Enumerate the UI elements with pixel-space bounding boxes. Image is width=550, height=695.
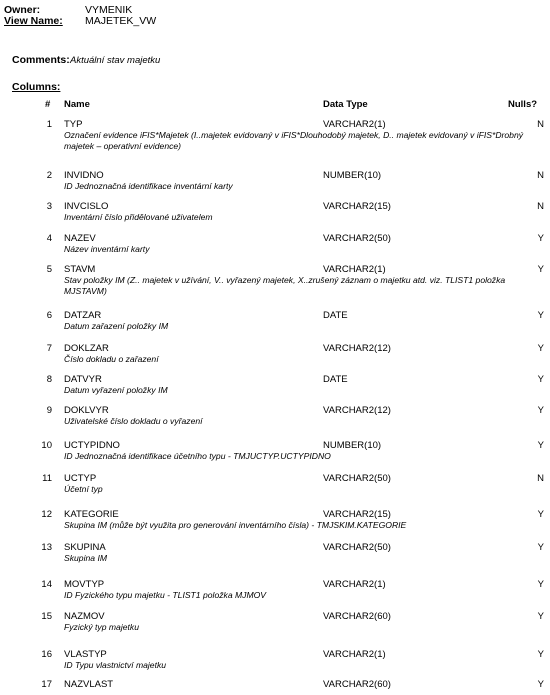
row-type: DATE (323, 374, 348, 385)
row-type: VARCHAR2(1) (323, 264, 386, 275)
row-description: Účetní typ (64, 484, 103, 494)
row-name: NAZVLAST (64, 679, 114, 690)
row-num: 4 (46, 233, 52, 244)
row-num: 16 (41, 649, 52, 660)
row-type: VARCHAR2(12) (323, 343, 391, 354)
row-nulls: Y (537, 374, 544, 385)
row-num: 13 (41, 542, 52, 553)
view-name-value: MAJETEK_VW (85, 15, 157, 27)
row-name: INVIDNO (64, 170, 104, 181)
row-type: VARCHAR2(1) (323, 649, 386, 660)
row-name: KATEGORIE (64, 509, 119, 520)
row-num: 8 (46, 374, 52, 385)
row-nulls: N (537, 201, 544, 212)
row-nulls: Y (537, 233, 544, 244)
row-type: VARCHAR2(50) (323, 473, 391, 484)
row-num: 14 (41, 579, 52, 590)
row-num: 17 (41, 679, 52, 690)
row-name: UCTYP (64, 473, 97, 484)
row-name: STAVM (64, 264, 96, 275)
row-description: ID Fyzického typu majetku - TLIST1 položka MJMOV (64, 590, 267, 600)
row-nulls: N (537, 119, 544, 130)
row-type: VARCHAR2(15) (323, 509, 391, 520)
row-nulls: Y (537, 579, 544, 590)
row-description: ID Typu vlastnictví majetku (64, 660, 167, 670)
row-name: SKUPINA (64, 542, 106, 553)
row-type: DATE (323, 310, 348, 321)
row-description: ID Jednoznačná identifikace inventární karty (64, 181, 233, 191)
columns-label: Columns: (12, 81, 61, 93)
row-num: 1 (46, 119, 52, 130)
row-type: VARCHAR2(60) (323, 679, 391, 690)
owner-value: VYMENIK (85, 4, 133, 16)
row-nulls: Y (537, 264, 544, 275)
row-nulls: Y (537, 542, 544, 553)
comments-label: Comments: (12, 54, 70, 66)
row-nulls: Y (537, 440, 544, 451)
row-type: VARCHAR2(1) (323, 579, 386, 590)
row-description: Inventární číslo přidělované uživatelem (64, 212, 213, 222)
row-name: NAZMOV (64, 611, 105, 622)
row-num: 3 (46, 201, 52, 212)
row-name: UCTYPIDNO (64, 440, 120, 451)
row-name: NAZEV (64, 233, 96, 244)
row-nulls: Y (537, 310, 544, 321)
view-name-label: View Name: (4, 15, 63, 27)
row-description: ID Jednoznačná identifikace účetního typu - TMJUCTYP.UCTYPIDNO (64, 451, 331, 461)
row-description: Datum zařazení položky IM (64, 321, 169, 331)
row-name: VLASTYP (64, 649, 107, 660)
row-name: DOKLVYR (64, 405, 109, 416)
row-nulls: Y (537, 679, 544, 690)
row-description: Skupina IM (64, 553, 107, 563)
row-type: VARCHAR2(12) (323, 405, 391, 416)
row-type: VARCHAR2(15) (323, 201, 391, 212)
row-type: VARCHAR2(60) (323, 611, 391, 622)
col-header-type: Data Type (323, 99, 368, 110)
row-type: VARCHAR2(50) (323, 542, 391, 553)
row-description: Stav položky IM (Z.. majetek v užívání, V.. vyřazený majetek, X..zrušený záznam o majetku atd. viz. TLIST1 položka MJSTAVM) (64, 275, 506, 296)
row-name: TYP (64, 119, 83, 130)
row-description: Datum vyřazení položky IM (64, 385, 168, 395)
col-header-num: # (45, 99, 51, 110)
row-description: Fyzický typ majetku (64, 622, 139, 632)
row-num: 15 (41, 611, 52, 622)
row-nulls: N (537, 473, 544, 484)
row-type: NUMBER(10) (323, 440, 382, 451)
row-name: DATZAR (64, 310, 102, 321)
col-header-nulls: Nulls? (508, 99, 538, 110)
row-num: 9 (46, 405, 52, 416)
row-nulls: Y (537, 405, 544, 416)
row-name: DATVYR (64, 374, 102, 385)
row-num: 6 (46, 310, 52, 321)
row-num: 5 (46, 264, 52, 275)
row-description: Číslo dokladu o zařazení (64, 354, 159, 364)
row-name: DOKLZAR (64, 343, 109, 354)
row-nulls: Y (537, 649, 544, 660)
row-description: Označení evidence iFIS*Majetek (I..majetek evidovaný v iFIS*Dlouhodobý majetek, D.. majetek evidovaný v iFIS*Drobný majetek – operativní evidence) (64, 130, 524, 151)
row-name: INVCISLO (64, 201, 109, 212)
row-num: 2 (46, 170, 52, 181)
row-description: Název inventární karty (64, 244, 150, 254)
row-description: Skupina IM (může být využita pro generování inventárního čísla) - TMJSKIM.KATEGORIE (64, 520, 407, 530)
row-type: VARCHAR2(1) (323, 119, 386, 130)
row-nulls: Y (537, 343, 544, 354)
row-num: 12 (41, 509, 52, 520)
col-header-name: Name (64, 99, 90, 110)
row-nulls: Y (537, 509, 544, 520)
row-type: VARCHAR2(50) (323, 233, 391, 244)
row-num: 7 (46, 343, 52, 354)
owner-label: Owner: (4, 4, 41, 16)
row-num: 11 (42, 473, 52, 484)
row-nulls: N (537, 170, 544, 181)
row-nulls: Y (537, 611, 544, 622)
row-num: 10 (41, 440, 52, 451)
row-description: Uživatelské číslo dokladu o vyřazení (64, 416, 203, 426)
row-type: NUMBER(10) (323, 170, 382, 181)
row-name: MOVTYP (64, 579, 105, 590)
comments-value: Aktuální stav majetku (70, 55, 161, 66)
